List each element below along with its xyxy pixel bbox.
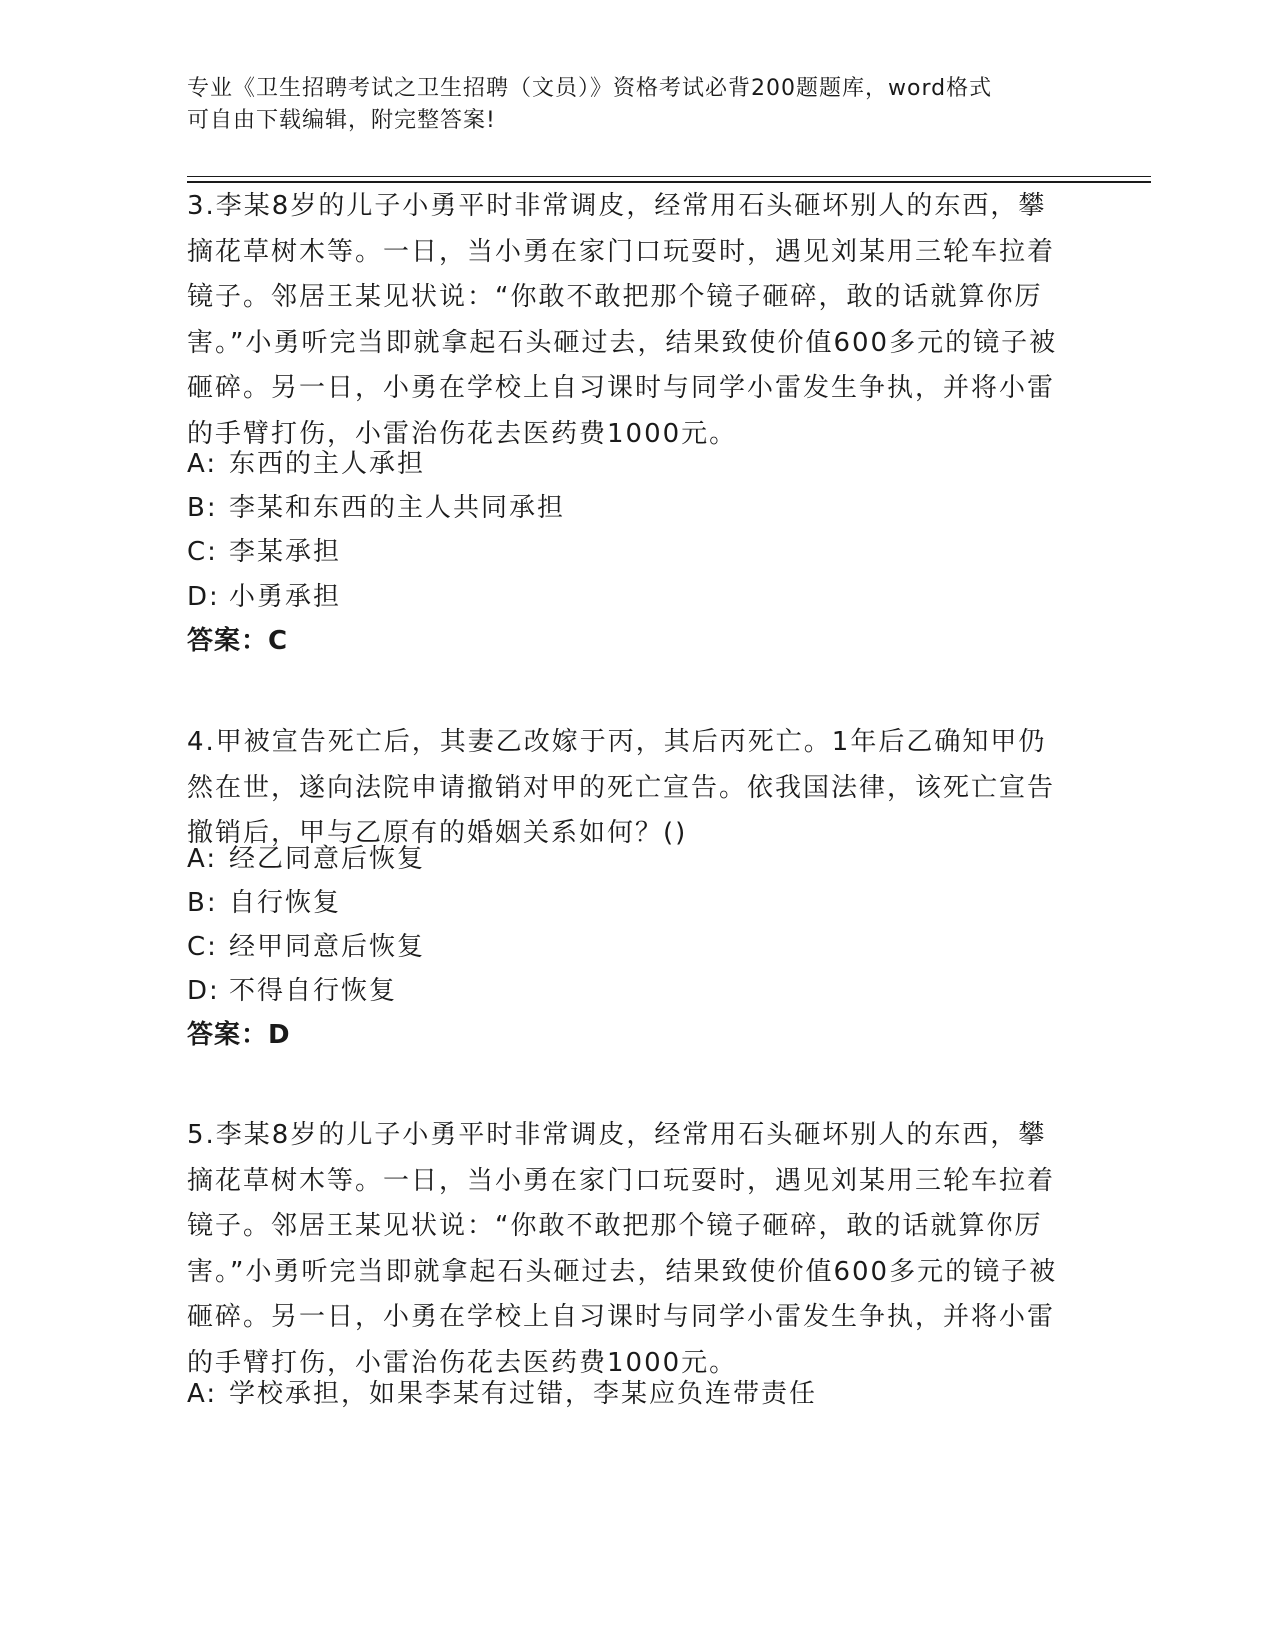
question-4-text: 4.甲被宣告死亡后，其妻乙改嫁于丙，其后丙死亡。1年后乙确知甲仍然在世，遂向法院申请撤销对甲的死亡宣告。依我国法律，该死亡宣告撤销后，甲与乙原有的婚姻关系如何？() <box>187 727 1056 849</box>
header-divider-thin <box>187 176 1151 177</box>
option-text: 东西的主人承担 <box>229 449 426 479</box>
question-3-option-d <box>187 575 1087 620</box>
option-text: 学校承担，如果李某有过错，李某应负连带责任 <box>229 1379 818 1409</box>
question-4-option-a <box>187 837 1087 882</box>
option-letter: A: <box>187 844 218 874</box>
question-4-answer: 答案：D <box>187 1020 291 1050</box>
option-letter: A: <box>187 1379 218 1409</box>
option-text: 李某和东西的主人共同承担 <box>229 493 566 523</box>
option-text: 经乙同意后恢复 <box>229 844 426 874</box>
question-4-option-d <box>187 969 1087 1014</box>
option-letter: B: <box>187 493 218 523</box>
option-letter: A: <box>187 449 218 479</box>
document-header <box>187 73 1067 137</box>
question-3-option-b <box>187 486 1087 531</box>
question-5-text: 5.李某8岁的儿子小勇平时非常调皮，经常用石头砸坏别人的东西，攀摘花草树木等。一日，当小勇在家门口玩耍时，遇见刘某用三轮车拉着镜子。邻居王某见状说：“你敢不敢把那个镜子砸碎，敢的话就算你厉害。”小勇听完当即就拿起石头砸过去，结果致使价值600多元的镜子被砸碎。另一日，小勇在学校上自习课时与同学小雷发生争执，并将小雷的手臂打伤，小雷治伤花去医药费1000元。 <box>187 1120 1058 1378</box>
question-3-text: 3.李某8岁的儿子小勇平时非常调皮，经常用石头砸坏别人的东西，攀摘花草树木等。一日，当小勇在家门口玩耍时，遇见刘某用三轮车拉着镜子。邻居王某见状说：“你敢不敢把那个镜子砸碎，敢的话就算你厉害。”小勇听完当即就拿起石头砸过去，结果致使价值600多元的镜子被砸碎。另一日，小勇在学校上自习课时与同学小雷发生争执，并将小雷的手臂打伤，小雷治伤花去医药费1000元。 <box>187 191 1058 449</box>
option-letter: D: <box>187 976 220 1006</box>
question-4-option-c <box>187 925 1087 970</box>
question-5-option-a <box>187 1372 1087 1417</box>
question-3-answer: 答案：C <box>187 626 289 656</box>
header-line-2: 可自由下载编辑，附完整答案! <box>187 108 496 133</box>
option-letter: B: <box>187 888 218 918</box>
option-text: 李某承担 <box>229 537 342 567</box>
header-line-1: 专业《卫生招聘考试之卫生招聘（文员）》资格考试必背200题题库，word格式 <box>187 76 993 101</box>
option-letter: C: <box>187 932 218 962</box>
option-text: 不得自行恢复 <box>229 976 398 1006</box>
option-text: 自行恢复 <box>229 888 342 918</box>
option-letter: C: <box>187 537 218 567</box>
question-3-option-c <box>187 530 1087 575</box>
question-3-option-a <box>187 442 1087 487</box>
question-4-option-b <box>187 881 1087 926</box>
option-text: 经甲同意后恢复 <box>229 932 426 962</box>
option-text: 小勇承担 <box>229 582 342 612</box>
header-divider-thick <box>187 181 1151 183</box>
option-letter: D: <box>187 582 220 612</box>
